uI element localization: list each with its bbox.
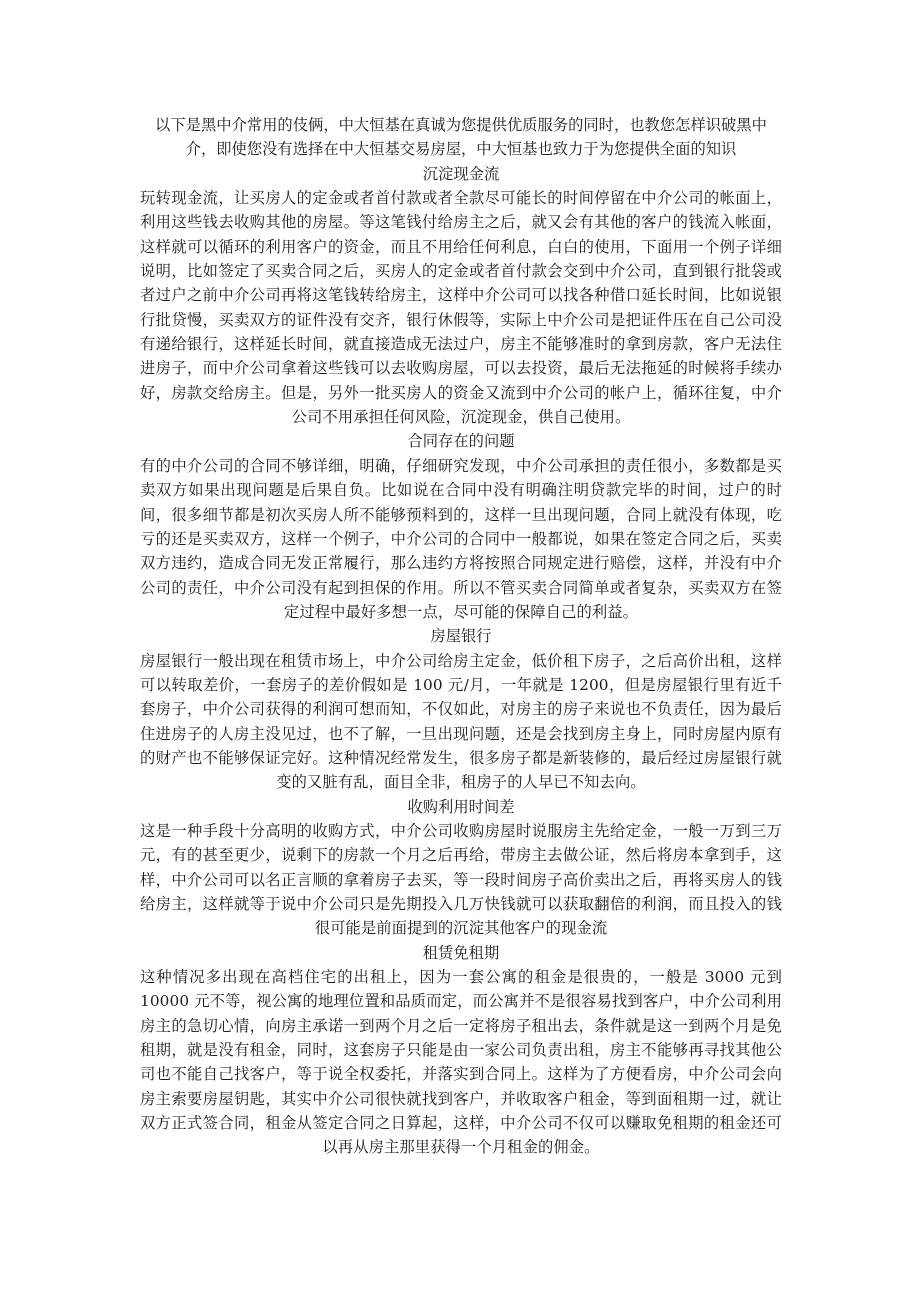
section-heading-contract: 合同存在的问题 bbox=[407, 432, 515, 451]
section-heading-rent-free: 租赁免租期 bbox=[422, 943, 500, 962]
section-body-time-gap: 这是一种手段十分高明的收购方式，中介公司收购房屋时说服房主先给定金，一般一万到三万元，有的甚至更少，说剩下的房款一个月之后再给，带房主去做公证，然后将房本拿到手，这样，中介公司可以名正言顺的拿着房子去买，等一段时间房子高价卖出之后，再将买房人的钱给房主，这样就等于说中介公司只是先期投入几万快钱就可以获取翻倍的利润，而且投入的钱很可能是前面提到的沉淀其他客户的现金流 bbox=[140, 821, 782, 938]
intro-paragraph: 以下是黑中介常用的伎俩，中大恒基在真诚为您提供优质服务的同时，也教您怎样识破黑中介，即使您没有选择在中大恒基交易房屋，中大恒基也致力于为您提供全面的知识 bbox=[155, 116, 767, 159]
section-body-contract: 有的中介公司的合同不够详细，明确，仔细研究发现，中介公司承担的责任很小，多数都是买卖双方如果出现问题是后果自负。比如说在合同中没有明确注明贷款完毕的时间，过户的时间，很多细节都是初次买房人所不能够预料到的，这样一旦出现问题，合同上就没有体现，吃亏的还是买卖双方，这样一个例子，中介公司的合同中一般都说，如果在签定合同之后，买卖双方违约，造成合同无发正常履行，那么违约方将按照合同规定进行赔偿，这样，并没有中介公司的责任，中介公司没有起到担保的作用。所以不管买卖合同简单或者复杂，买卖双方在签定过程中最好多想一点，尽可能的保障自己的利益。 bbox=[140, 456, 782, 621]
section-body-house-bank: 房屋银行一般出现在租赁市场上，中介公司给房主定金，低价租下房子，之后高价出租，这样可以转取差价，一套房子的差价假如是 100 元/月，一年就是 1200，但是房屋银行里有近千套房子，中介公司获得的利润可想而知，不仅如此，对房主的房子来说也不负责任，因为最后住进房子的人房主没见过，也不了解，一旦出现问题，还是会找到房主身上，同时房屋内原有的财产也不能够保证完好。这种情况经常发生，很多房子都是新装修的，最后经过房屋银行就变的又脏有乱，面目全非，租房子的人早已不知去向。 bbox=[140, 651, 782, 792]
section-heading-cash-flow: 沉淀现金流 bbox=[422, 164, 500, 183]
section-body-rent-free: 这种情况多出现在高档住宅的出租上，因为一套公寓的租金是很贵的，一般是 3000 元到 10000 元不等，视公寓的地理位置和品质而定，而公寓并不是很容易找到客户，中介公司利用房主的急切心情，向房主承诺一到两个月之后一定将房子租出去，条件就是这一到两个月是免租期，就是没有租金，同时，这套房子只能是由一家公司负责出租，房主不能够再寻找其他公司也不能自己找客户，等于说全权委托，并落实到合同上。这样为了方便看房，中介公司会向房主索要房屋钥匙，其实中介公司很快就找到客户，并收取客户租金，等到面租期一过，就让双方正式签合同，租金从签定合同之日算起，这样，中介公司不仅可以赚取免租期的租金还可以再从房主那里获得一个月租金的佣金。 bbox=[140, 968, 782, 1157]
section-heading-time-gap: 收购利用时间差 bbox=[407, 797, 515, 816]
document-page bbox=[140, 113, 782, 1160]
section-body-cash-flow: 玩转现金流，让买房人的定金或者首付款或者全款尽可能长的时间停留在中介公司的帐面上，利用这些钱去收购其他的房屋。等这笔钱付给房主之后，就又会有其他的客户的钱流入帐面，这样就可以循环的利用客户的资金，而且不用给任何利息，白白的使用，下面用一个例子详细说明，比如签定了买卖合同之后，买房人的定金或者首付款会交到中介公司，直到银行批袋或者过户之前中介公司再将这笔钱转给房主，这样中介公司可以找各种借口延长时间，比如说银行批贷慢，买卖双方的证件没有交齐，银行休假等，实际上中介公司是把证件压在自己公司没有递给银行，这样延长时间，就直接造成无法过户，房主不能够准时的拿到房款，客户无法住进房子，而中介公司拿着这些钱可以去收购房屋，可以去投资，最后无法拖延的时候将手续办好，房款交给房主。但是，另外一批买房人的资金又流到中介公司的帐户上，循环往复，中介公司不用承担任何风险，沉淀现金，供自己使用。 bbox=[140, 189, 782, 427]
section-heading-house-bank: 房屋银行 bbox=[430, 627, 492, 646]
